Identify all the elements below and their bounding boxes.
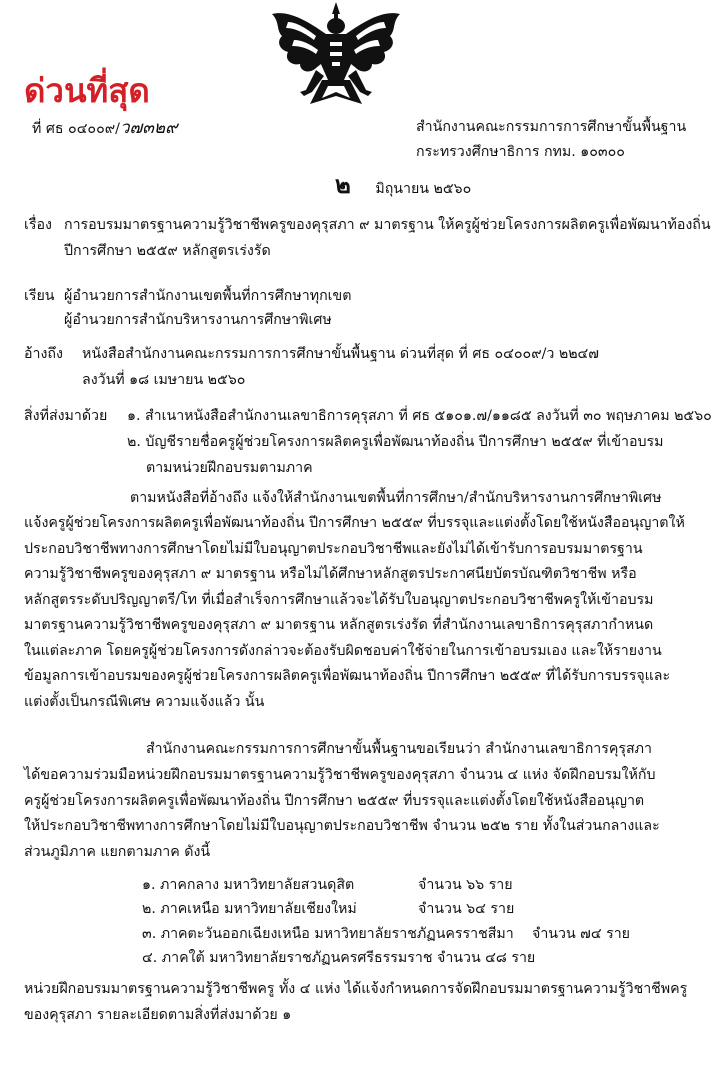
paragraph2-line: สำนักงานคณะกรรมการการศึกษาขั้นพื้นฐานขอเรียนว่า สำนักงานเลขาธิการคุรุสภา — [146, 741, 652, 757]
region-count: จำนวน ๖๔ ราย — [418, 901, 515, 917]
recipient-line-1: ผู้อำนวยการสำนักงานเขตพื้นที่การศึกษาทุกเขต — [64, 288, 352, 304]
enclosure-item-2: ๒. บัญชีรายชื่อครูผู้ช่วยโครงการผลิตครูเพื่อพัฒนาท้องถิ่น ปีการศึกษา ๒๕๕๙ ที่เข้าอบรม — [127, 434, 664, 450]
recipient-line-2: ผู้อำนวยการสำนักบริหารงานการศึกษาพิเศษ — [64, 312, 332, 328]
paragraph1-line: ตามหนังสือที่อ้างถึง แจ้งให้สำนักงานเขตพื้นที่การศึกษา/สำนักบริหารงานการศึกษาพิเศษ — [130, 490, 662, 506]
paragraph2-line: ส่วนภูมิภาค แยกตามภาค ดังนี้ — [24, 844, 211, 860]
paragraph1-line: หลักสูตรระดับปริญญาตรี/โท ที่เมื่อสำเร็จการศึกษาแล้วจะได้รับใบอนุญาตประกอบวิชาชีพครูให้เข้าอบรม — [24, 592, 654, 608]
urgency-label: ด่วนที่สุด — [24, 71, 150, 110]
paragraph1-line: ความรู้วิชาชีพครูของคุรุสภา ๙ มาตรฐาน หรือไม่ได้ศึกษาหลักสูตรประกาศนียบัตรบัณฑิตวิชาชีพ หรือ — [24, 566, 637, 582]
paragraph2-line: ได้ขอความร่วมมือหน่วยฝึกอบรมมาตรฐานความรู้วิชาชีพครูของคุรุสภา จำนวน ๔ แห่ง จัดฝึกอบรมให้กับ — [24, 767, 656, 783]
region-item: ๔. ภาคใต้ มหาวิทยาลัยราชภัฏนครศรีธรรมราช — [142, 950, 433, 966]
paragraph3-line: ของคุรุสภา รายละเอียดตามสิ่งที่ส่งมาด้วย ๑ — [24, 1007, 292, 1023]
enclosure-item-1: ๑. สำเนาหนังสือสำนักงานเลขาธิการคุรุสภา ที่ ศธ ๕๑๐๑.๗/๑๑๘๕ ลงวันที่ ๓๐ พฤษภาคม ๒๕๖๐ — [127, 408, 712, 424]
paragraph2-line: ให้ประกอบวิชาชีพทางการศึกษาโดยไม่มีใบอนุญาตประกอบวิชาชีพ จำนวน ๒๕๒ ราย ทั้งในส่วนกลางและ — [24, 818, 660, 834]
region-item: ๑. ภาคกลาง มหาวิทยาลัยสวนดุสิต — [142, 877, 355, 893]
subject-line-2: ปีการศึกษา ๒๕๕๙ หลักสูตรเร่งรัด — [64, 243, 271, 259]
paragraph1-line: แต่งตั้งเป็นกรณีพิเศษ ความแจ้งแล้ว นั้น — [24, 694, 265, 710]
agency-line-2: กระทรวงศึกษาธิการ กทม. ๑๐๓๐๐ — [416, 144, 625, 160]
document-date — [335, 170, 471, 200]
enclosure-item-2-cont: ตามหน่วยฝึกอบรมตามภาค — [146, 460, 313, 476]
region-count: จำนวน ๖๖ ราย — [418, 877, 513, 893]
garuda-emblem-icon — [266, 0, 406, 108]
paragraph1-line: ในแต่ละภาค โดยครูผู้ช่วยโครงการดังกล่าวจะต้องรับผิดชอบค่าใช้จ่ายในการเข้าอบรมเอง และให้รายงาน — [24, 643, 662, 659]
region-count: จำนวน ๔๘ ราย — [437, 950, 536, 966]
subject-line-1: การอบรมมาตรฐานความรู้วิชาชีพครูของคุรุสภา ๙ มาตรฐาน ให้ครูผู้ช่วยโครงการผลิตครูเพื่อพัฒนาท้องถิ่น — [64, 217, 711, 233]
date-day-handwritten: ๒ — [335, 171, 351, 199]
region-item: ๓. ภาคตะวันออกเฉียงเหนือ มหาวิทยาลัยราชภัฏนครราชสีมา — [142, 926, 514, 942]
recipient-label: เรียน — [24, 288, 55, 304]
subject-label: เรื่อง — [24, 217, 52, 233]
enclosures-label: สิ่งที่ส่งมาด้วย — [24, 408, 108, 424]
doc-number-prefix: ที่ ศธ ๐๔๐๐๙/ — [32, 121, 120, 137]
doc-number — [32, 118, 178, 139]
reference-label: อ้างถึง — [24, 346, 63, 362]
reference-line-2: ลงวันที่ ๑๘ เมษายน ๒๕๖๐ — [82, 372, 246, 388]
paragraph2-line: ครูผู้ช่วยโครงการผลิตครูเพื่อพัฒนาท้องถิ่น ปีการศึกษา ๒๕๕๙ ที่บรรจุและแต่งตั้งโดยใช้หนังสืออนุญาต — [24, 793, 645, 809]
paragraph1-line: มาตรฐานความรู้วิชาชีพครูของคุรุสภา ๙ มาตรฐาน หลักสูตรเร่งรัด ที่สำนักงานเลขาธิการคุรุสภากำหนด — [24, 617, 654, 633]
region-item: ๒. ภาคเหนือ มหาวิทยาลัยเชียงใหม่ — [142, 901, 357, 917]
paragraph3-line: หน่วยฝึกอบรมมาตรฐานความรู้วิชาชีพครู ทั้ง ๔ แห่ง ได้แจ้งกำหนดการจัดฝึกอบรมมาตรฐานความรู้วิชาชีพครู — [24, 981, 688, 997]
agency-line-1: สำนักงานคณะกรรมการการศึกษาขั้นพื้นฐาน — [416, 119, 687, 135]
doc-number-handwritten: ว๗๓๒๙ — [119, 118, 178, 138]
paragraph1-line: ประกอบวิชาชีพทางการศึกษาโดยไม่มีใบอนุญาตประกอบวิชาชีพและยังไม่ได้เข้ารับการอบรมมาตรฐาน — [24, 541, 643, 557]
region-count: จำนวน ๗๔ ราย — [532, 926, 630, 942]
date-month-year: มิถุนายน ๒๕๖๐ — [375, 181, 472, 197]
reference-line-1: หนังสือสำนักงานคณะกรรมการการศึกษาขั้นพื้นฐาน ด่วนที่สุด ที่ ศธ ๐๔๐๐๙/ว ๒๒๔๗ — [82, 346, 599, 362]
paragraph1-line: แจ้งครูผู้ช่วยโครงการผลิตครูเพื่อพัฒนาท้องถิ่น ปีการศึกษา ๒๕๕๙ ที่บรรจุและแต่งตั้งโดยใช้หนังสืออนุญาตให้ — [24, 515, 685, 531]
paragraph1-line: ข้อมูลการเข้าอบรมของครูผู้ช่วยโครงการผลิตครูเพื่อพัฒนาท้องถิ่น ปีการศึกษา ๒๕๕๙ ที่ได้รับการบรรจุและ — [24, 668, 671, 684]
